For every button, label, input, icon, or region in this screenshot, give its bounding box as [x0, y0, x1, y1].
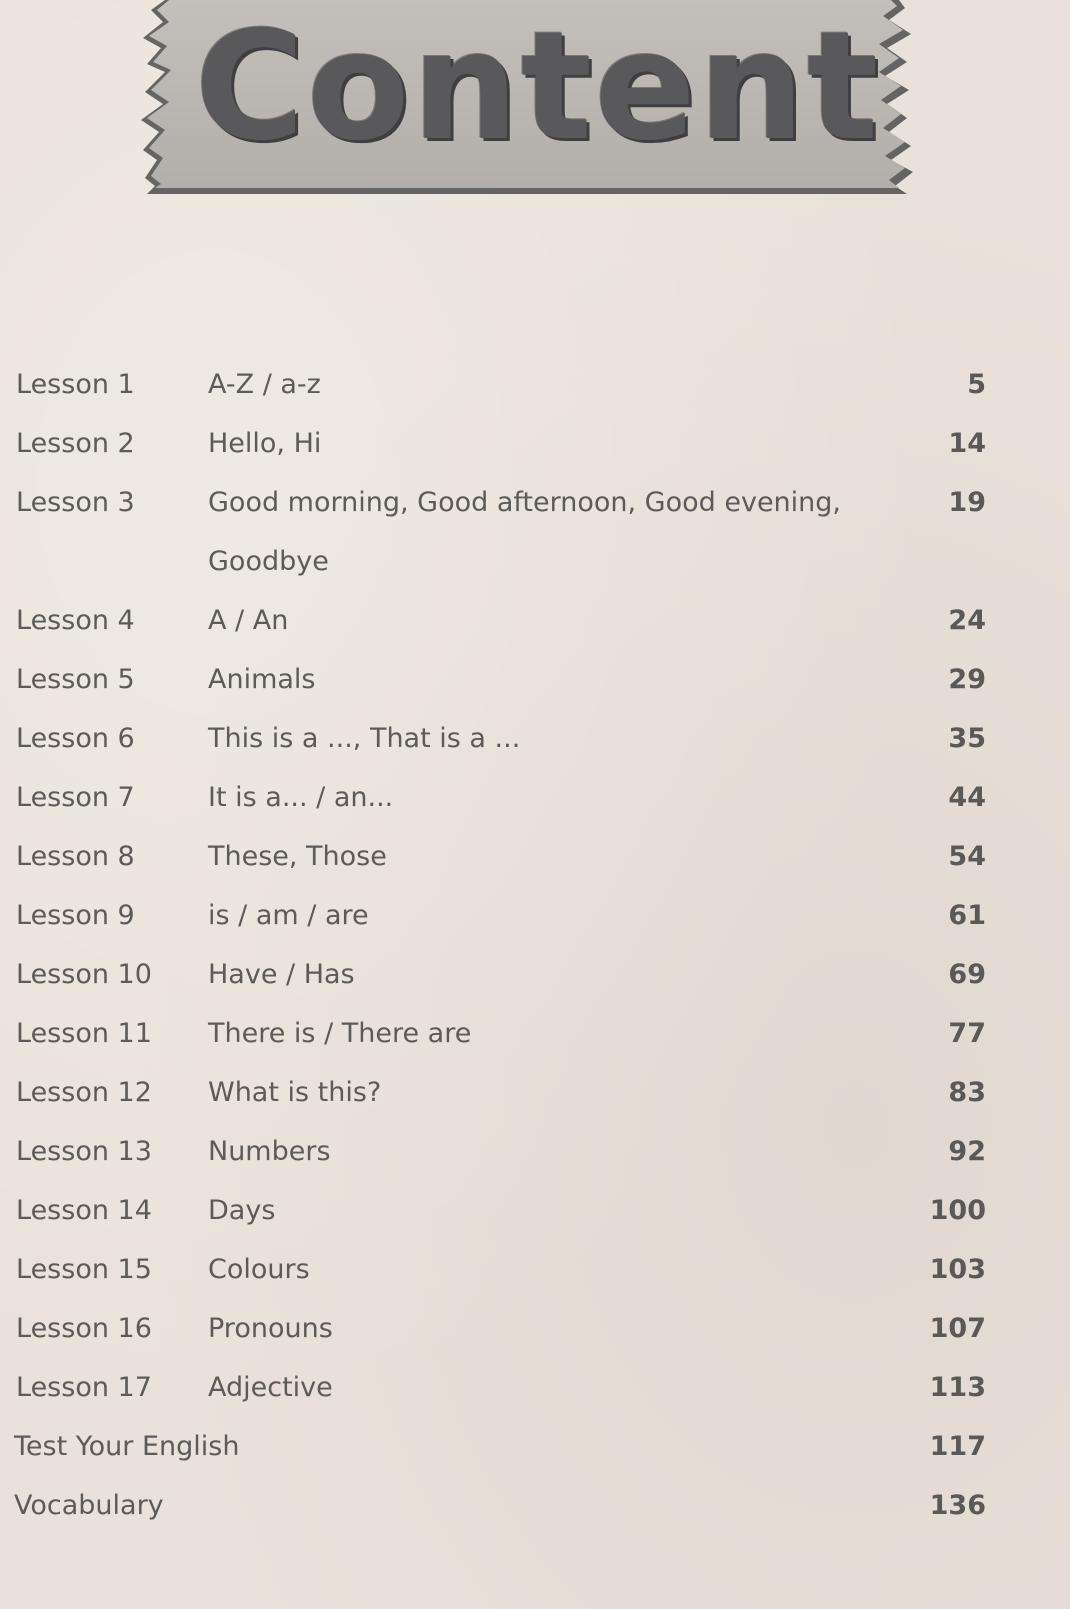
toc-entry[interactable]	[0, 1299, 1070, 1358]
page-number: 113	[929, 1372, 986, 1403]
lesson-label: Lesson 8	[16, 841, 135, 872]
page-number: 103	[929, 1254, 986, 1285]
lesson-label: Lesson 12	[16, 1077, 152, 1108]
lesson-label: Lesson 3	[16, 487, 135, 518]
toc-entry[interactable]	[0, 473, 1070, 577]
lesson-title: What is this?	[208, 1077, 382, 1108]
page-number: 69	[948, 959, 986, 990]
section-label: Test Your English	[14, 1431, 240, 1462]
lesson-title: These, Those	[208, 841, 387, 872]
lesson-label: Lesson 2	[16, 428, 135, 459]
page-number: 35	[948, 723, 986, 754]
lesson-label: Lesson 1	[16, 369, 135, 400]
section-label: Vocabulary	[14, 1490, 164, 1521]
lesson-title: Pronouns	[208, 1313, 333, 1344]
lesson-label: Lesson 6	[16, 723, 135, 754]
lesson-label: Lesson 4	[16, 605, 135, 636]
page-number: 136	[929, 1490, 986, 1521]
lesson-title: It is a... / an...	[208, 782, 394, 813]
page-number: 19	[948, 487, 986, 518]
page-number: 44	[948, 782, 986, 813]
lesson-title: Hello, Hi	[208, 428, 322, 459]
lesson-label: Lesson 16	[16, 1313, 152, 1344]
toc-entry-test-your-english[interactable]	[0, 1417, 1070, 1476]
lesson-title: This is a ..., That is a ...	[208, 723, 521, 754]
lesson-title: Days	[208, 1195, 276, 1226]
lesson-label: Lesson 14	[16, 1195, 152, 1226]
lesson-title: Colours	[208, 1254, 310, 1285]
lesson-title: A / An	[208, 605, 289, 636]
lesson-title: Good morning, Good afternoon, Good evening,	[208, 487, 841, 518]
lesson-label: Lesson 13	[16, 1136, 152, 1167]
page-number: 61	[948, 900, 986, 931]
lesson-title: A-Z / a-z	[208, 369, 321, 400]
toc-entry[interactable]	[0, 650, 1070, 709]
toc-entry[interactable]	[0, 768, 1070, 827]
page-number: 100	[929, 1195, 986, 1226]
toc-entry[interactable]	[0, 414, 1070, 473]
toc-entry[interactable]	[0, 709, 1070, 768]
page-number: 117	[929, 1431, 986, 1462]
page-number: 24	[948, 605, 986, 636]
page-title: Content	[194, 0, 881, 174]
page-number: 83	[948, 1077, 986, 1108]
toc-entry[interactable]	[0, 1240, 1070, 1299]
toc-entry[interactable]	[0, 355, 1070, 414]
toc-entry[interactable]	[0, 1181, 1070, 1240]
lesson-label: Lesson 9	[16, 900, 135, 931]
lesson-title: is / am / are	[208, 900, 369, 931]
toc-entry[interactable]	[0, 591, 1070, 650]
page-number: 54	[948, 841, 986, 872]
page-number: 5	[967, 369, 986, 400]
page-number: 14	[948, 428, 986, 459]
lesson-title: Have / Has	[208, 959, 355, 990]
lesson-label: Lesson 15	[16, 1254, 152, 1285]
toc-entry[interactable]	[0, 1063, 1070, 1122]
lesson-label: Lesson 7	[16, 782, 135, 813]
toc-entry[interactable]	[0, 1122, 1070, 1181]
toc-entry[interactable]	[0, 827, 1070, 886]
page-number: 92	[948, 1136, 986, 1167]
toc-entry[interactable]	[0, 886, 1070, 945]
lesson-title: Animals	[208, 664, 316, 695]
title-banner	[135, 0, 940, 200]
page-number: 77	[948, 1018, 986, 1049]
toc-entry[interactable]	[0, 1004, 1070, 1063]
page-number: 29	[948, 664, 986, 695]
toc-entry-vocabulary[interactable]	[0, 1476, 1070, 1535]
lesson-title: There is / There are	[208, 1018, 472, 1049]
toc-entry[interactable]	[0, 1358, 1070, 1417]
lesson-label: Lesson 11	[16, 1018, 152, 1049]
page-number: 107	[929, 1313, 986, 1344]
lesson-title-continuation: Goodbye	[208, 546, 329, 577]
lesson-title: Adjective	[208, 1372, 333, 1403]
toc-entry[interactable]	[0, 945, 1070, 1004]
lesson-title: Numbers	[208, 1136, 331, 1167]
lesson-label: Lesson 10	[16, 959, 152, 990]
lesson-label: Lesson 5	[16, 664, 135, 695]
lesson-label: Lesson 17	[16, 1372, 152, 1403]
